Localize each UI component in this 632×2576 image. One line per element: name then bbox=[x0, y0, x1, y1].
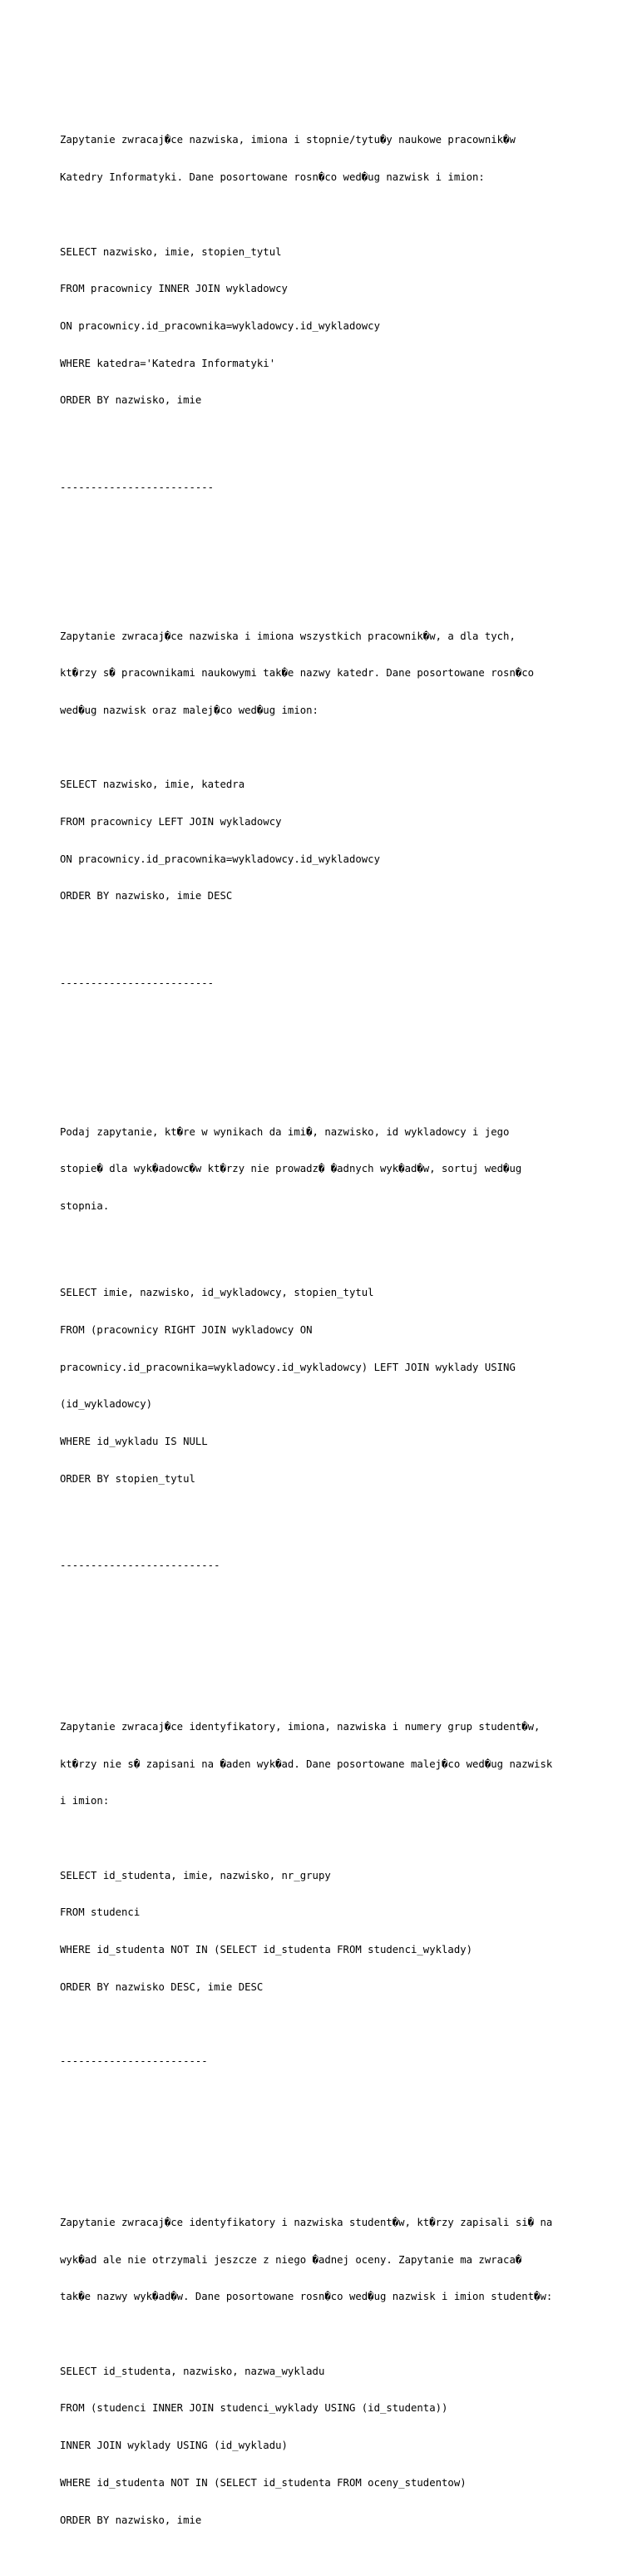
description-line: i imion: bbox=[60, 1795, 110, 1807]
sql-line: ORDER BY nazwisko, imie DESC bbox=[60, 890, 233, 902]
sql-line: WHERE id_studenta NOT IN (SELECT id_studenta FROM oceny_studentow) bbox=[60, 2476, 467, 2489]
query-block-4 bbox=[60, 1696, 609, 2142]
separator: ------------------------ bbox=[60, 2055, 208, 2068]
description-line: Zapytanie zwracaj�ce nazwiska, imiona i stopnie/tytu�y naukowe pracownik�w bbox=[60, 134, 516, 146]
description-line: Podaj zapytanie, kt�re w wynikach da imi�, nazwisko, id wykladowcy i jego bbox=[60, 1125, 510, 1138]
sql-line: pracownicy.id_pracownika=wykladowcy.id_wykladowcy) LEFT JOIN wyklady USING bbox=[60, 1361, 516, 1373]
sql-line: SELECT id_studenta, nazwisko, nazwa_wykladu bbox=[60, 2365, 325, 2377]
sql-line: FROM pracownicy INNER JOIN wykladowcy bbox=[60, 283, 288, 295]
sql-line: ON pracownicy.id_pracownika=wykladowcy.id_wykladowcy bbox=[60, 319, 380, 332]
sql-line: FROM (pracownicy RIGHT JOIN wykladowcy ON bbox=[60, 1324, 313, 1337]
sql-line: ORDER BY stopien_tytul bbox=[60, 1472, 195, 1485]
sql-line: FROM (studenci INNER JOIN studenci_wyklady USING (id_studenta)) bbox=[60, 2402, 448, 2415]
sql-line: SELECT nazwisko, imie, stopien_tytul bbox=[60, 245, 282, 258]
sql-line: WHERE katedra='Katedra Informatyki' bbox=[60, 357, 276, 369]
description-line: wyk�ad ale nie otrzymali jeszcze z niego �adnej oceny. Zapytanie ma zwraca� bbox=[60, 2253, 522, 2266]
sql-line: WHERE id_studenta NOT IN (SELECT id_studenta FROM studenci_wyklady) bbox=[60, 1944, 473, 1956]
description-line: wed�ug nazwisk oraz malej�co wed�ug imion: bbox=[60, 704, 318, 716]
document-page bbox=[60, 60, 609, 2576]
query-block-5 bbox=[60, 2192, 609, 2551]
description-line: stopie� dla wyk�adowc�w kt�rzy nie prowadz� �adnych wyk�ad�w, sortuj wed�ug bbox=[60, 1163, 522, 1175]
query-block-2 bbox=[60, 606, 609, 1051]
sql-line: FROM studenci bbox=[60, 1906, 141, 1919]
sql-line: (id_wykladowcy) bbox=[60, 1398, 153, 1411]
query-block-1 bbox=[60, 110, 609, 556]
sql-line: ORDER BY nazwisko DESC, imie DESC bbox=[60, 1980, 264, 1993]
sql-line: SELECT imie, nazwisko, id_wykladowcy, stopien_tytul bbox=[60, 1287, 374, 1299]
description-line: Zapytanie zwracaj�ce identyfikatory, imiona, nazwiska i numery grup student�w, bbox=[60, 1720, 541, 1733]
sql-line: WHERE id_wykladu IS NULL bbox=[60, 1436, 208, 1448]
description-line: Katedry Informatyki. Dane posortowane rosn�co wed�ug nazwisk i imion: bbox=[60, 171, 485, 184]
separator: -------------------------- bbox=[60, 1560, 220, 1572]
description-line: Zapytanie zwracaj�ce identyfikatory i nazwiska student�w, kt�rzy zapisali si� na bbox=[60, 2216, 553, 2228]
sql-line: ON pracownicy.id_pracownika=wykladowcy.id_wykladowcy bbox=[60, 853, 380, 865]
sql-line: INNER JOIN wyklady USING (id_wykladu) bbox=[60, 2440, 288, 2452]
description-line: kt�rzy nie s� zapisani na �aden wyk�ad. Dane posortowane malej�co wed�ug nazwisk bbox=[60, 1758, 553, 1770]
separator: ------------------------- bbox=[60, 481, 215, 493]
description-line: stopnia. bbox=[60, 1200, 110, 1212]
description-line: kt�rzy s� pracownikami naukowymi tak�e nazwy katedr. Dane posortowane rosn�co bbox=[60, 667, 535, 680]
sql-line: ORDER BY nazwisko, imie bbox=[60, 394, 202, 407]
sql-line: SELECT nazwisko, imie, katedra bbox=[60, 779, 245, 791]
sql-line: ORDER BY nazwisko, imie bbox=[60, 2514, 202, 2526]
description-line: Zapytanie zwracaj�ce nazwiska i imiona wszystkich pracownik�w, a dla tych, bbox=[60, 630, 516, 642]
separator: ------------------------- bbox=[60, 977, 215, 989]
description-line: tak�e nazwy wyk�ad�w. Dane posortowane rosn�co wed�ug nazwisk i imion student�w: bbox=[60, 2291, 553, 2303]
sql-line: SELECT id_studenta, imie, nazwisko, nr_grupy bbox=[60, 1869, 331, 1881]
query-block-3 bbox=[60, 1101, 609, 1647]
sql-line: FROM pracownicy LEFT JOIN wykladowcy bbox=[60, 816, 282, 828]
